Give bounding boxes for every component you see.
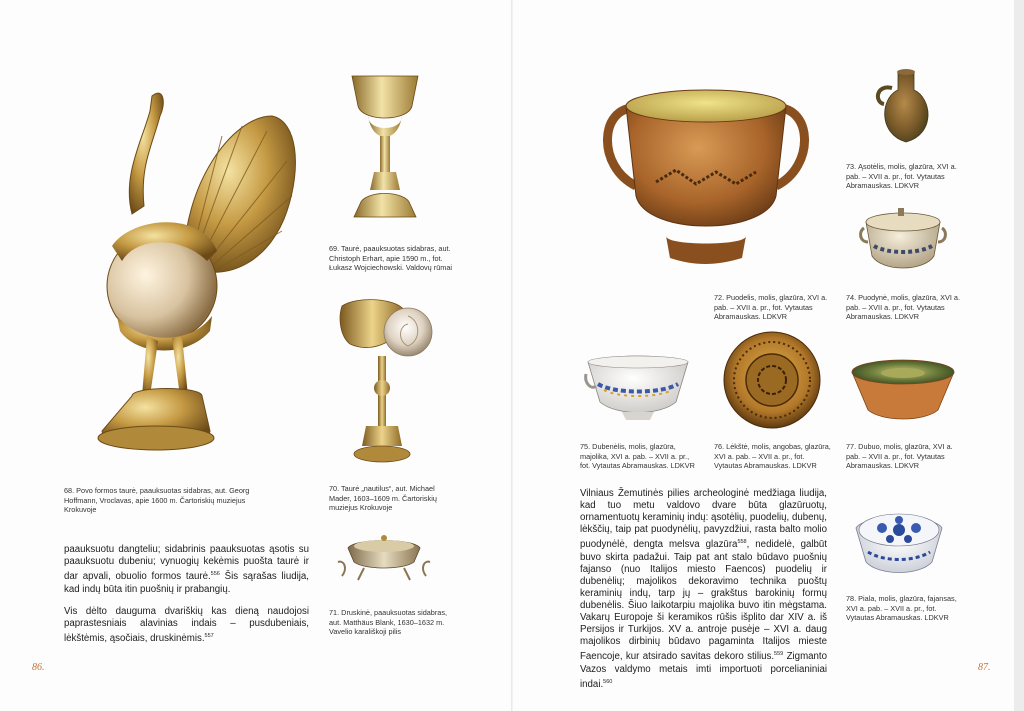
footnote-557: 557: [204, 632, 214, 639]
page-number-left: 86.: [32, 662, 45, 673]
green-bowl-image: [850, 358, 956, 424]
caption-73: 73. Ąsotėlis, molis, glazūra, XVI a. pab. – XVII a. pr., fot. Vytautas Abramauskas. LDKVR: [846, 162, 957, 191]
footnote-558: 558: [737, 539, 747, 546]
caption-76: 76. Lėkštė, molis, angobas, glazūra, XVI a. pab. – XVII a. pr., fot. Vytautas Abramauskas. LDKVR: [714, 442, 831, 471]
caption-72: 72. Puodelis, molis, glazūra, XVI a. pab. – XVII a. pr., fot. Vytautas Abramauskas. LDKVR: [714, 293, 828, 322]
right-paragraph-1: Vilniaus Žemutinės pilies archeologinė medžiaga liudija, kad tuo metu valdovo dvare būta glazūruotų, ornamentuotų keraminių indų: ąsotėlių, puodelių, dubenų, lėkščių, taip pat puodynėlių, pavyzdžiui, rasta balto molio puodynėlė, dengta melsva glazūra$^{558}$, nedidelė, galbūt buvo skirta padažui. Taip pat ant stalo būdavo puošnių fajanso (nuo Italijos miesto Faencos) puodelių ir dubenėlių; majolikos dekoravimo technika puoštų keraminių indų, tarp jų – grakštus barokinių formų dubenėlis. Šiuo laikotarpiu majolika buvo itin mėgstama. Vakarų Europoje ši keramikos rūšis išplito dar XIV a. iš Persijos ir Turkijos. XV a. antroje pusėje – XVI a. daug majolikos dirbinių būdavo pagaminta Italijos mieste Faencoje, kur atsirado savitas dekoro stilius.$^{559}$ Zigmanto Vazos valdymo metais imti importuoti porcelianiniai indai.$^{560}$: [580, 488, 827, 691]
pot-image: [858, 206, 948, 274]
right-body-text: [580, 488, 827, 701]
caption-69: 69. Taurė, paauksuotas sidabras, aut. Christoph Erhart, apie 1590 m., fot. Łukasz Wojciechowski. Valdovų rūmai: [329, 244, 453, 273]
footnote-556: 556: [210, 571, 220, 578]
page-edge: [1014, 0, 1024, 711]
left-paragraph-2: Vis dėlto dauguma dvariškių kas dieną naudojosi paprastesniais alavinias indais – pusdubeniais, lėkštėmis, ąsočiais, druskinėmis.$^{557}$: [64, 605, 309, 645]
plate-image: [722, 330, 822, 430]
page-number-right: 87.: [978, 662, 991, 673]
two-handled-pot-image: [596, 86, 816, 268]
caption-78: 78. Piala, molis, glazūra, fajansas, XVI a. pab. – XVII a. pr., fot. Vytautas Abramauskas. LDKVR: [846, 594, 957, 623]
jug-image: [874, 68, 936, 146]
footnote-559: 559: [774, 651, 784, 658]
left-paragraph-1: paauksuotu dangteliu; sidabrinis paauksuotas ąsotis su paauksuotu dubeniu; vynuogių kekėmis puošta taurė ir dar apvali, obuolio formos taurė.$^{556}$ Šis sąrašas liudija, kad indų būta itin puošnių ir prabangių.: [64, 544, 309, 595]
footnote-560: 560: [603, 678, 613, 685]
peacock-cup-image: [92, 86, 302, 458]
goblet-image: [348, 72, 422, 224]
majolica-bowl-image: [584, 354, 692, 428]
caption-74: 74. Puodynė, molis, glazūra, XVI a. pab. – XVII a. pr., fot. Vytautas Abramauskas. LDKVR: [846, 293, 960, 322]
caption-68: 68. Povo formos taurė, paauksuotas sidabras, aut. Georg Hoffmann, Vroclavas, apie 1600 m. Čartoriskių muziejus Krokuvoje: [64, 486, 250, 515]
faience-bowl-image: [854, 506, 944, 578]
caption-77: 77. Dubuo, molis, glazūra, XVI a. pab. – XVII a. pr., fot. Vytautas Abramauskas. LDKVR: [846, 442, 953, 471]
caption-70: 70. Taurė „nautilus“, aut. Michael Mader, 1603–1609 m. Čartoriskių muziejus Krokuvoje: [329, 484, 437, 513]
caption-75: 75. Dubenėlis, molis, glazūra, majolika, XVI a. pab. – XVII a. pr., fot. Vytautas Abramauskas. LDKVR: [580, 442, 695, 471]
salt-cellar-image: [334, 532, 434, 586]
caption-71: 71. Druskinė, paauksuotas sidabras, aut. Matthäus Blank, 1630–1632 m. Vavelio karališkoji pilis: [329, 608, 448, 637]
left-body-text: [64, 544, 309, 655]
nautilus-cup-image: [336, 296, 436, 468]
